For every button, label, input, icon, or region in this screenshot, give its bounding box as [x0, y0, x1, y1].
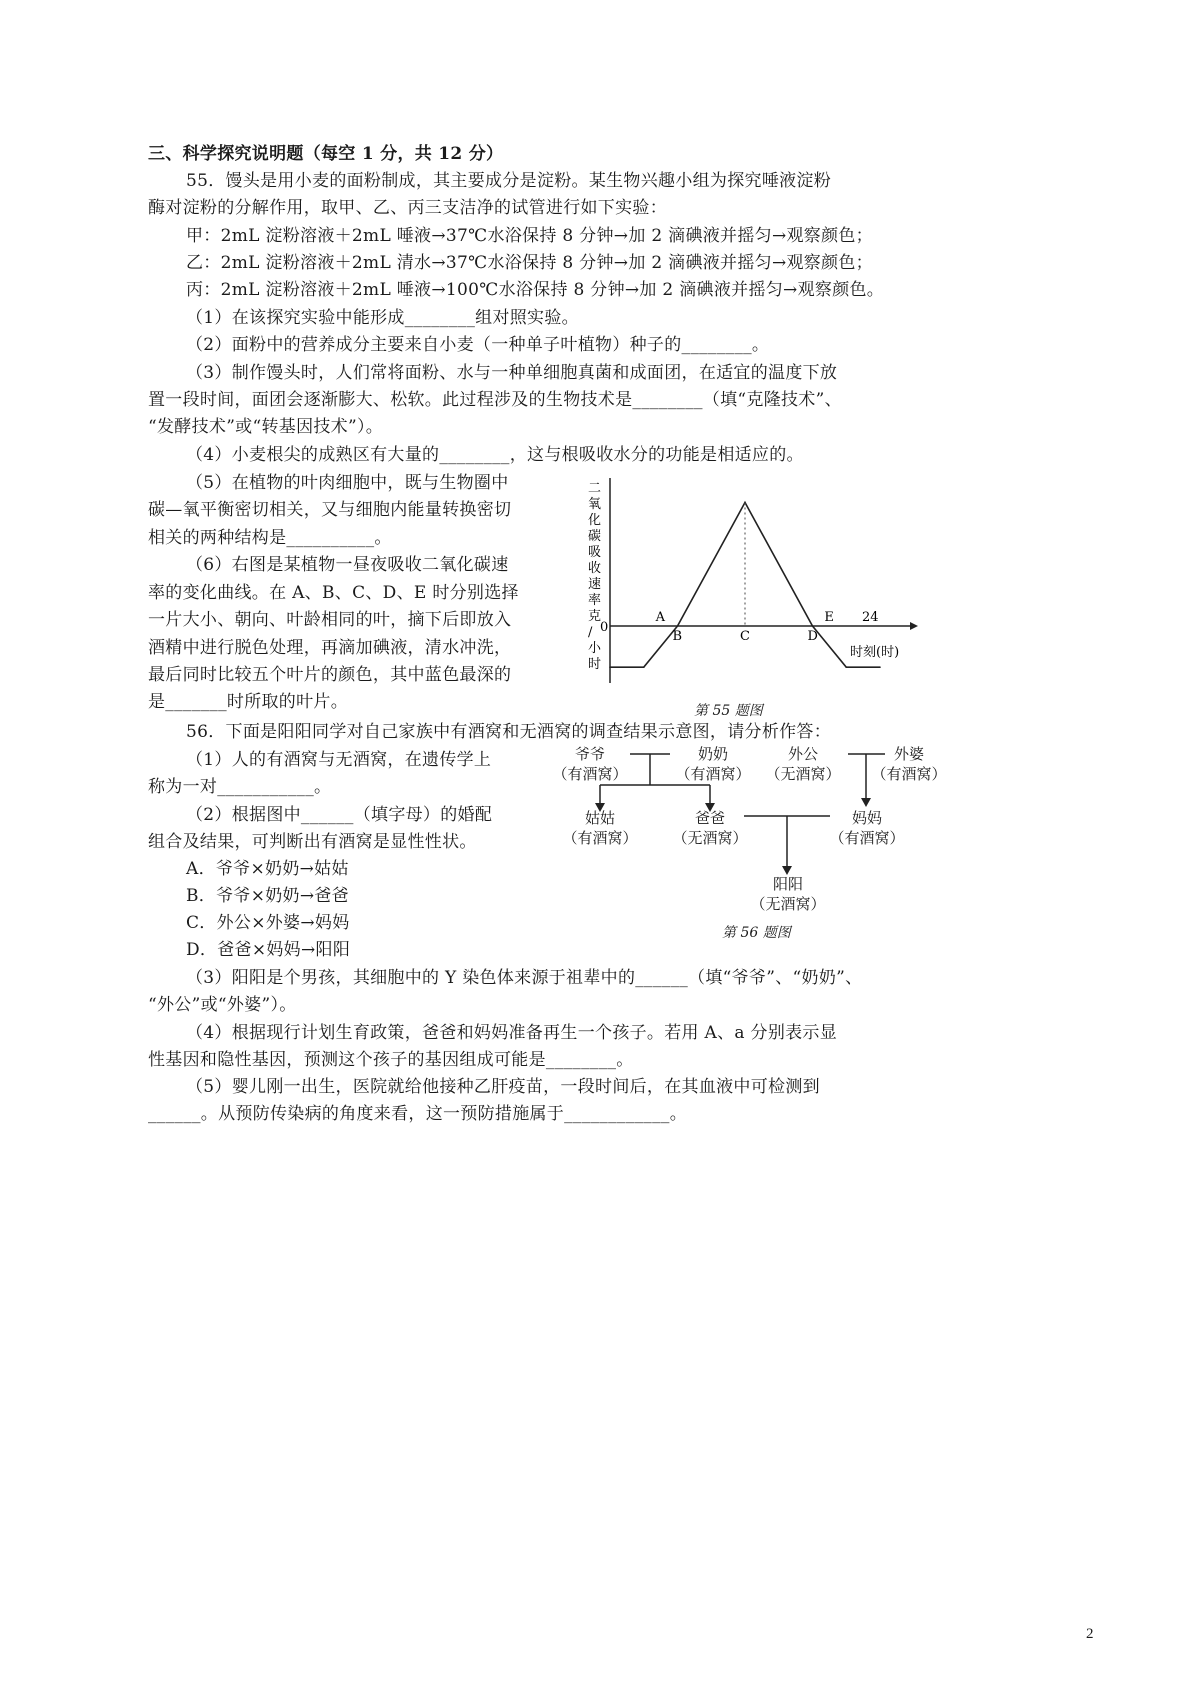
ylabel-char: 收 [588, 561, 602, 576]
q55-part-3-line-2: 置一段时间，面团会逐渐膨大、松软。此过程涉及的生物技术是________（填“克隆技术”、 [148, 390, 842, 410]
pedigree-grandma [668, 744, 758, 784]
maternal-grandpa-trait: （无酒窝） [765, 765, 841, 783]
q55-part-2: （2）面粉中的营养成分主要来自小麦（一种单子叶植物）种子的________。 [186, 335, 770, 355]
q56-part-2-line-2: 组合及结果，可判断出有酒窝是显性性状。 [148, 832, 477, 852]
q56-intro: 56．下面是阳阳同学对自己家族中有酒窝和无酒窝的调查结果示意图，请分析作答： [186, 722, 832, 742]
yangyang-trait: （无酒窝） [750, 895, 826, 913]
aunt-trait: （有酒窝） [562, 829, 638, 847]
series-point [609, 666, 611, 668]
q56-part-4-line-1: （4）根据现行计划生育政策，爸爸和妈妈准备再生一个孩子。若用 A、a 分别表示显 [186, 1023, 838, 1043]
co2-absorption-chart [580, 478, 920, 693]
q55-part-6-line-4: 酒精中进行脱色处理，再滴加碘液，清水冲洗， [148, 638, 512, 658]
section-heading: 三、科学探究说明题（每空 1 分，共 12 分） [148, 144, 504, 164]
marker-C: C [740, 629, 750, 644]
marker-E: E [824, 610, 834, 625]
series-point [643, 666, 645, 668]
q55-part-3-line-3: “发酵技术”或“转基因技术”）。 [148, 417, 384, 437]
q55-experiment-yi: 乙：2mL 淀粉溶液＋2mL 清水→37℃水浴保持 8 分钟→加 2 滴碘液并摇匀→观察颜色； [186, 253, 873, 273]
q55-part-6-line-1: （6）右图是某植物一昼夜吸收二氧化碳速 [186, 555, 509, 575]
q55-part-5-line-1: （5）在植物的叶肉细胞中，既与生物圈中 [186, 473, 509, 493]
q56-part-2-line-1: （2）根据图中______（填字母）的婚配 [186, 805, 493, 825]
pedigree-grandpa [545, 744, 635, 784]
aunt-name: 姑姑 [584, 809, 615, 827]
grandpa-name: 爷爷 [574, 745, 605, 763]
ylabel-char: / [588, 625, 593, 640]
origin-label: 0 [600, 620, 609, 635]
maternal-grandpa-name: 外公 [787, 745, 818, 763]
q56-part-3-line-1: （3）阳阳是个男孩，其细胞中的 Y 染色体来源于祖辈中的______（填“爷爷”、“奶奶”、 [186, 968, 863, 988]
q56-part-4-line-2: 性基因和隐性基因，预测这个孩子的基因组成可能是________。 [148, 1050, 634, 1070]
pedigree-maternal-grandma [864, 744, 954, 784]
marker-D: D [807, 629, 818, 644]
q55-part-6-line-3: 一片大小、朝向、叶龄相同的叶，摘下后即放入 [148, 610, 512, 630]
q56-figure-caption: 第 56 题图 [722, 925, 791, 941]
grandma-trait: （有酒窝） [675, 765, 751, 783]
ylabel-char: 克 [588, 609, 602, 624]
q55-intro-line-2: 酶对淀粉的分解作用，取甲、乙、丙三支洁净的试管进行如下实验： [148, 198, 667, 218]
series-point [812, 625, 814, 627]
q56-option-b: B．爷爷×奶奶→爸爸 [186, 886, 349, 906]
pedigree-aunt [555, 808, 645, 848]
q56-option-c: C．外公×外婆→妈妈 [186, 913, 350, 933]
marker-B: B [672, 629, 683, 644]
pedigree-yangyang [743, 874, 833, 914]
yangyang-name: 阳阳 [772, 875, 803, 893]
q56-part-1-line-1: （1）人的有酒窝与无酒窝，在遗传学上 [186, 750, 492, 770]
q55-intro-line-1: 55．馒头是用小麦的面粉制成，其主要成分是淀粉。某生物兴趣小组为探究唾液淀粉 [186, 171, 832, 191]
pedigree-mom [822, 808, 912, 848]
dad-trait: （无酒窝） [672, 829, 748, 847]
q55-part-5-line-3: 相关的两种结构是__________。 [148, 528, 392, 548]
ylabel-char: 碳 [588, 529, 602, 544]
pedigree-maternal-grandpa [758, 744, 848, 784]
ylabel-char: 率 [588, 593, 602, 608]
x-axis-label: 时刻(时) [850, 645, 900, 660]
dad-name: 爸爸 [694, 809, 725, 827]
mom-name: 妈妈 [851, 809, 882, 827]
q55-part-6-line-6: 是_______时所取的叶片。 [148, 692, 348, 712]
q56-option-a: A．爷爷×奶奶→姑姑 [186, 859, 349, 879]
x-axis-arrow [910, 622, 918, 630]
series-point [845, 666, 847, 668]
q56-part-5-line-1: （5）婴儿刚一出生，医院就给他接种乙肝疫苗，一段时间后，在其血液中可检测到 [186, 1077, 820, 1097]
ylabel-char: 速 [588, 577, 602, 592]
ylabel-char: 化 [588, 513, 602, 528]
page-number: 2 [1086, 1626, 1094, 1642]
ylabel-char: 时 [588, 657, 602, 672]
q55-experiment-jia: 甲：2mL 淀粉溶液＋2mL 唾液→37℃水浴保持 8 分钟→加 2 滴碘液并摇匀→观察颜色； [186, 226, 873, 246]
ylabel-char: 氧 [588, 497, 602, 512]
chart-ylabel [588, 481, 602, 672]
q56-part-5-line-2: ______。从预防传染病的角度来看，这一预防措施属于____________。 [148, 1104, 687, 1124]
q55-part-6-line-2: 率的变化曲线。在 A、B、C、D、E 时分别选择 [148, 583, 519, 603]
q55-part-4: （4）小麦根尖的成熟区有大量的________，这与根吸收水分的功能是相适应的。 [186, 445, 804, 465]
ylabel-char: 二 [588, 481, 602, 496]
q55-part-3-line-1: （3）制作馒头时，人们常将面粉、水与一种单细胞真菌和成面团，在适宜的温度下放 [186, 363, 838, 383]
series-point [879, 666, 881, 668]
series-point [677, 625, 679, 627]
q56-part-3-line-2: “外公”或“外婆”）。 [148, 995, 297, 1015]
mom-trait: （有酒窝） [829, 829, 905, 847]
q56-option-d: D．爸爸×妈妈→阳阳 [186, 940, 351, 960]
maternal-grandma-trait: （有酒窝） [871, 765, 947, 783]
q55-part-6-line-5: 最后同时比较五个叶片的颜色，其中蓝色最深的 [148, 665, 512, 685]
q55-figure-caption: 第 55 题图 [694, 703, 763, 719]
ylabel-char: 小 [588, 641, 602, 656]
q55-experiment-bing: 丙：2mL 淀粉溶液＋2mL 唾液→100℃水浴保持 8 分钟→加 2 滴碘液并摇匀→观察颜色。 [186, 280, 885, 300]
pedigree-dad [665, 808, 755, 848]
q55-part-5-line-2: 碳—氧平衡密切相关，又与细胞内能量转换密切 [148, 500, 512, 520]
maternal-grandma-name: 外婆 [893, 745, 924, 763]
marker-A: A [655, 610, 666, 625]
q56-part-1-line-2: 称为一对___________。 [148, 777, 332, 797]
x-tick-24: 24 [862, 610, 879, 625]
grandma-name: 奶奶 [697, 745, 728, 763]
q55-part-1: （1）在该探究实验中能形成________组对照实验。 [186, 308, 579, 328]
grandpa-trait: （有酒窝） [552, 765, 628, 783]
ylabel-char: 吸 [588, 545, 602, 560]
